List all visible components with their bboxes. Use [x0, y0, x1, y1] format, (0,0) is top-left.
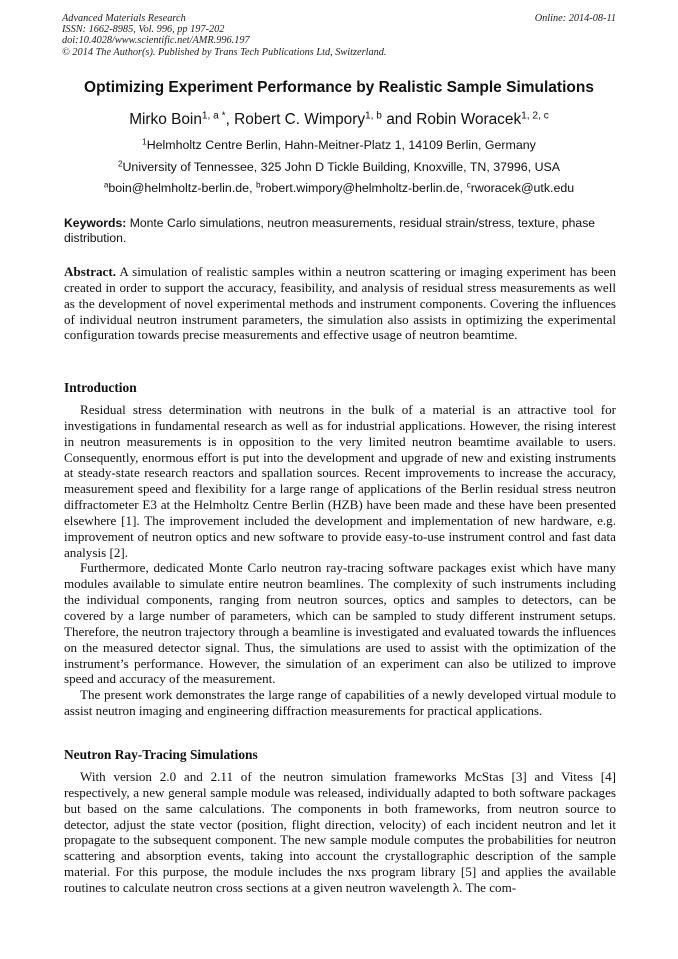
copyright-line: © 2014 The Author(s). Published by Trans Tech Publications Ltd, Switzerland. [62, 46, 387, 58]
affiliation-number: 1 [142, 137, 147, 147]
author-affiliation-marker: 1, 2, c [521, 110, 549, 122]
email-separator: , [249, 181, 256, 195]
paragraph: Furthermore, dedicated Monte Carlo neutron ray-tracing software packages exist which have many modules available to simulate entire neutron beamlines. The complexity of such instruments including the individual components, ranging from neutron sources, optics and samples to detectors, can be covered by a large number of parameters, which can be sampled to study different instrument setups. Therefore, the neutron trajectory through a beamline is investigated and evaluated towards the influences on the measured detector signal. Thus, the simulations are used to assist with the optimization of the instrument’s performance. However, the simulation of an experiment can also be utilized to improve speed and accuracy of the measurement. [64, 560, 616, 687]
paragraph: With version 2.0 and 2.11 of the neutron simulation frameworks McStas [3] and Vitess [4] respectively, a new general sample module was released, individually adapted to both software packages but based on the same calculations. The components in both frameworks, from neutron source to detector, adjust the state vector (position, flight direction, velocity) of each incident neutron and let it propagate to the subsequent component. The new sample module computes the probabilities for neutron scattering and absorption events, taking into account the crystallographic description of the sample material. For this purpose, the module includes the nxs program library [5] and applies the available routines to calculate neutron cross sections at a given neutron wavelength λ. The com- [64, 769, 616, 895]
abstract-text: A simulation of realistic samples within a neutron scattering or imaging experiment has been created in order to support the accuracy, feasibility, and analysis of residual stress measurements as well as the development of novel experimental methods and instrument components. Covering the influences of individual neutron instrument parameters, the simulation also assists in optimizing the experimental configuration towards precise measurements and effective usage of neutron beamtime. [64, 264, 616, 343]
keywords [64, 216, 616, 246]
journal-name: Advanced Materials Research [62, 13, 186, 24]
email-address: robert.wimpory@helmholtz-berlin.de [260, 181, 460, 195]
paragraph: The present work demonstrates the large range of capabilities of a newly developed virtual module to assist neutron imaging and engineering diffraction measurements for practical applications. [64, 687, 616, 719]
section-introduction [64, 380, 616, 719]
paper-title: Optimizing Experiment Performance by Realistic Sample Simulations [84, 79, 594, 96]
section-heading: Neutron Ray-Tracing Simulations [64, 747, 258, 762]
author-name: Robert C. Wimpory [234, 111, 366, 128]
email-marker: c [466, 180, 471, 190]
author-list [40, 111, 638, 129]
email-address: rworacek@utk.edu [470, 181, 575, 195]
email-list [40, 181, 638, 195]
email-marker: a [103, 180, 109, 190]
abstract-label: Abstract. [64, 264, 116, 279]
keywords-label: Keywords: [64, 216, 127, 230]
author-name: Robin Woracek [416, 111, 522, 128]
abstract [64, 264, 616, 343]
author-separator: , [225, 111, 235, 128]
journal-header [62, 13, 616, 58]
doi-line: doi:10.4028/www.scientific.net/AMR.996.197 [62, 35, 250, 47]
section-heading: Introduction [64, 380, 137, 395]
affiliation-1 [40, 138, 638, 152]
author-affiliation-marker: 1, b [365, 110, 382, 122]
email-address: boin@helmholtz-berlin.de [108, 181, 250, 195]
affiliation-text: University of Tennessee, 325 John D Tickle Building, Knoxville, TN, 37996, USA [122, 160, 561, 174]
author-name: Mirko Boin [129, 111, 202, 128]
section-ray-tracing [64, 747, 616, 896]
issn-line: ISSN: 1662-8985, Vol. 996, pp 197-202 [62, 24, 225, 36]
affiliation-number: 2 [117, 159, 123, 169]
affiliation-text: Helmholtz Centre Berlin, Hahn-Meitner-Platz 1, 14109 Berlin, Germany [146, 138, 536, 152]
keywords-text: Monte Carlo simulations, neutron measurements, residual strain/stress, texture, phase distribution. [64, 216, 596, 246]
affiliation-2 [40, 160, 638, 174]
author-separator: and [381, 111, 417, 128]
author-affiliation-marker: 1, a * [201, 110, 226, 122]
online-date: Online: 2014-08-11 [534, 13, 616, 24]
email-separator: , [459, 181, 467, 195]
paragraph: Residual stress determination with neutrons in the bulk of a material is an attractive tool for investigations in fundamental research as well as for industrial applications. However, the rising interest in neutron measurements is in opposition to the very limited neutron beamtime available to users. Consequently, enormous effort is put into the development and upgrade of new and existing instruments at steady-state research reactors and spallation sources. Recent improvements to increase the accuracy, measurement speed and flexibility for a large range of applications of the Berlin residual stress neutron diffractometer E3 at the Helmholtz Centre Berlin (HZB) have been made and these have been presented elsewhere [1]. The improvement included the development and implementation of new hardware, e.g. improvement of neutron optics and new software to provide easy-to-use instrument control and fast data analysis [2]. [64, 402, 616, 560]
email-marker: b [255, 180, 261, 190]
